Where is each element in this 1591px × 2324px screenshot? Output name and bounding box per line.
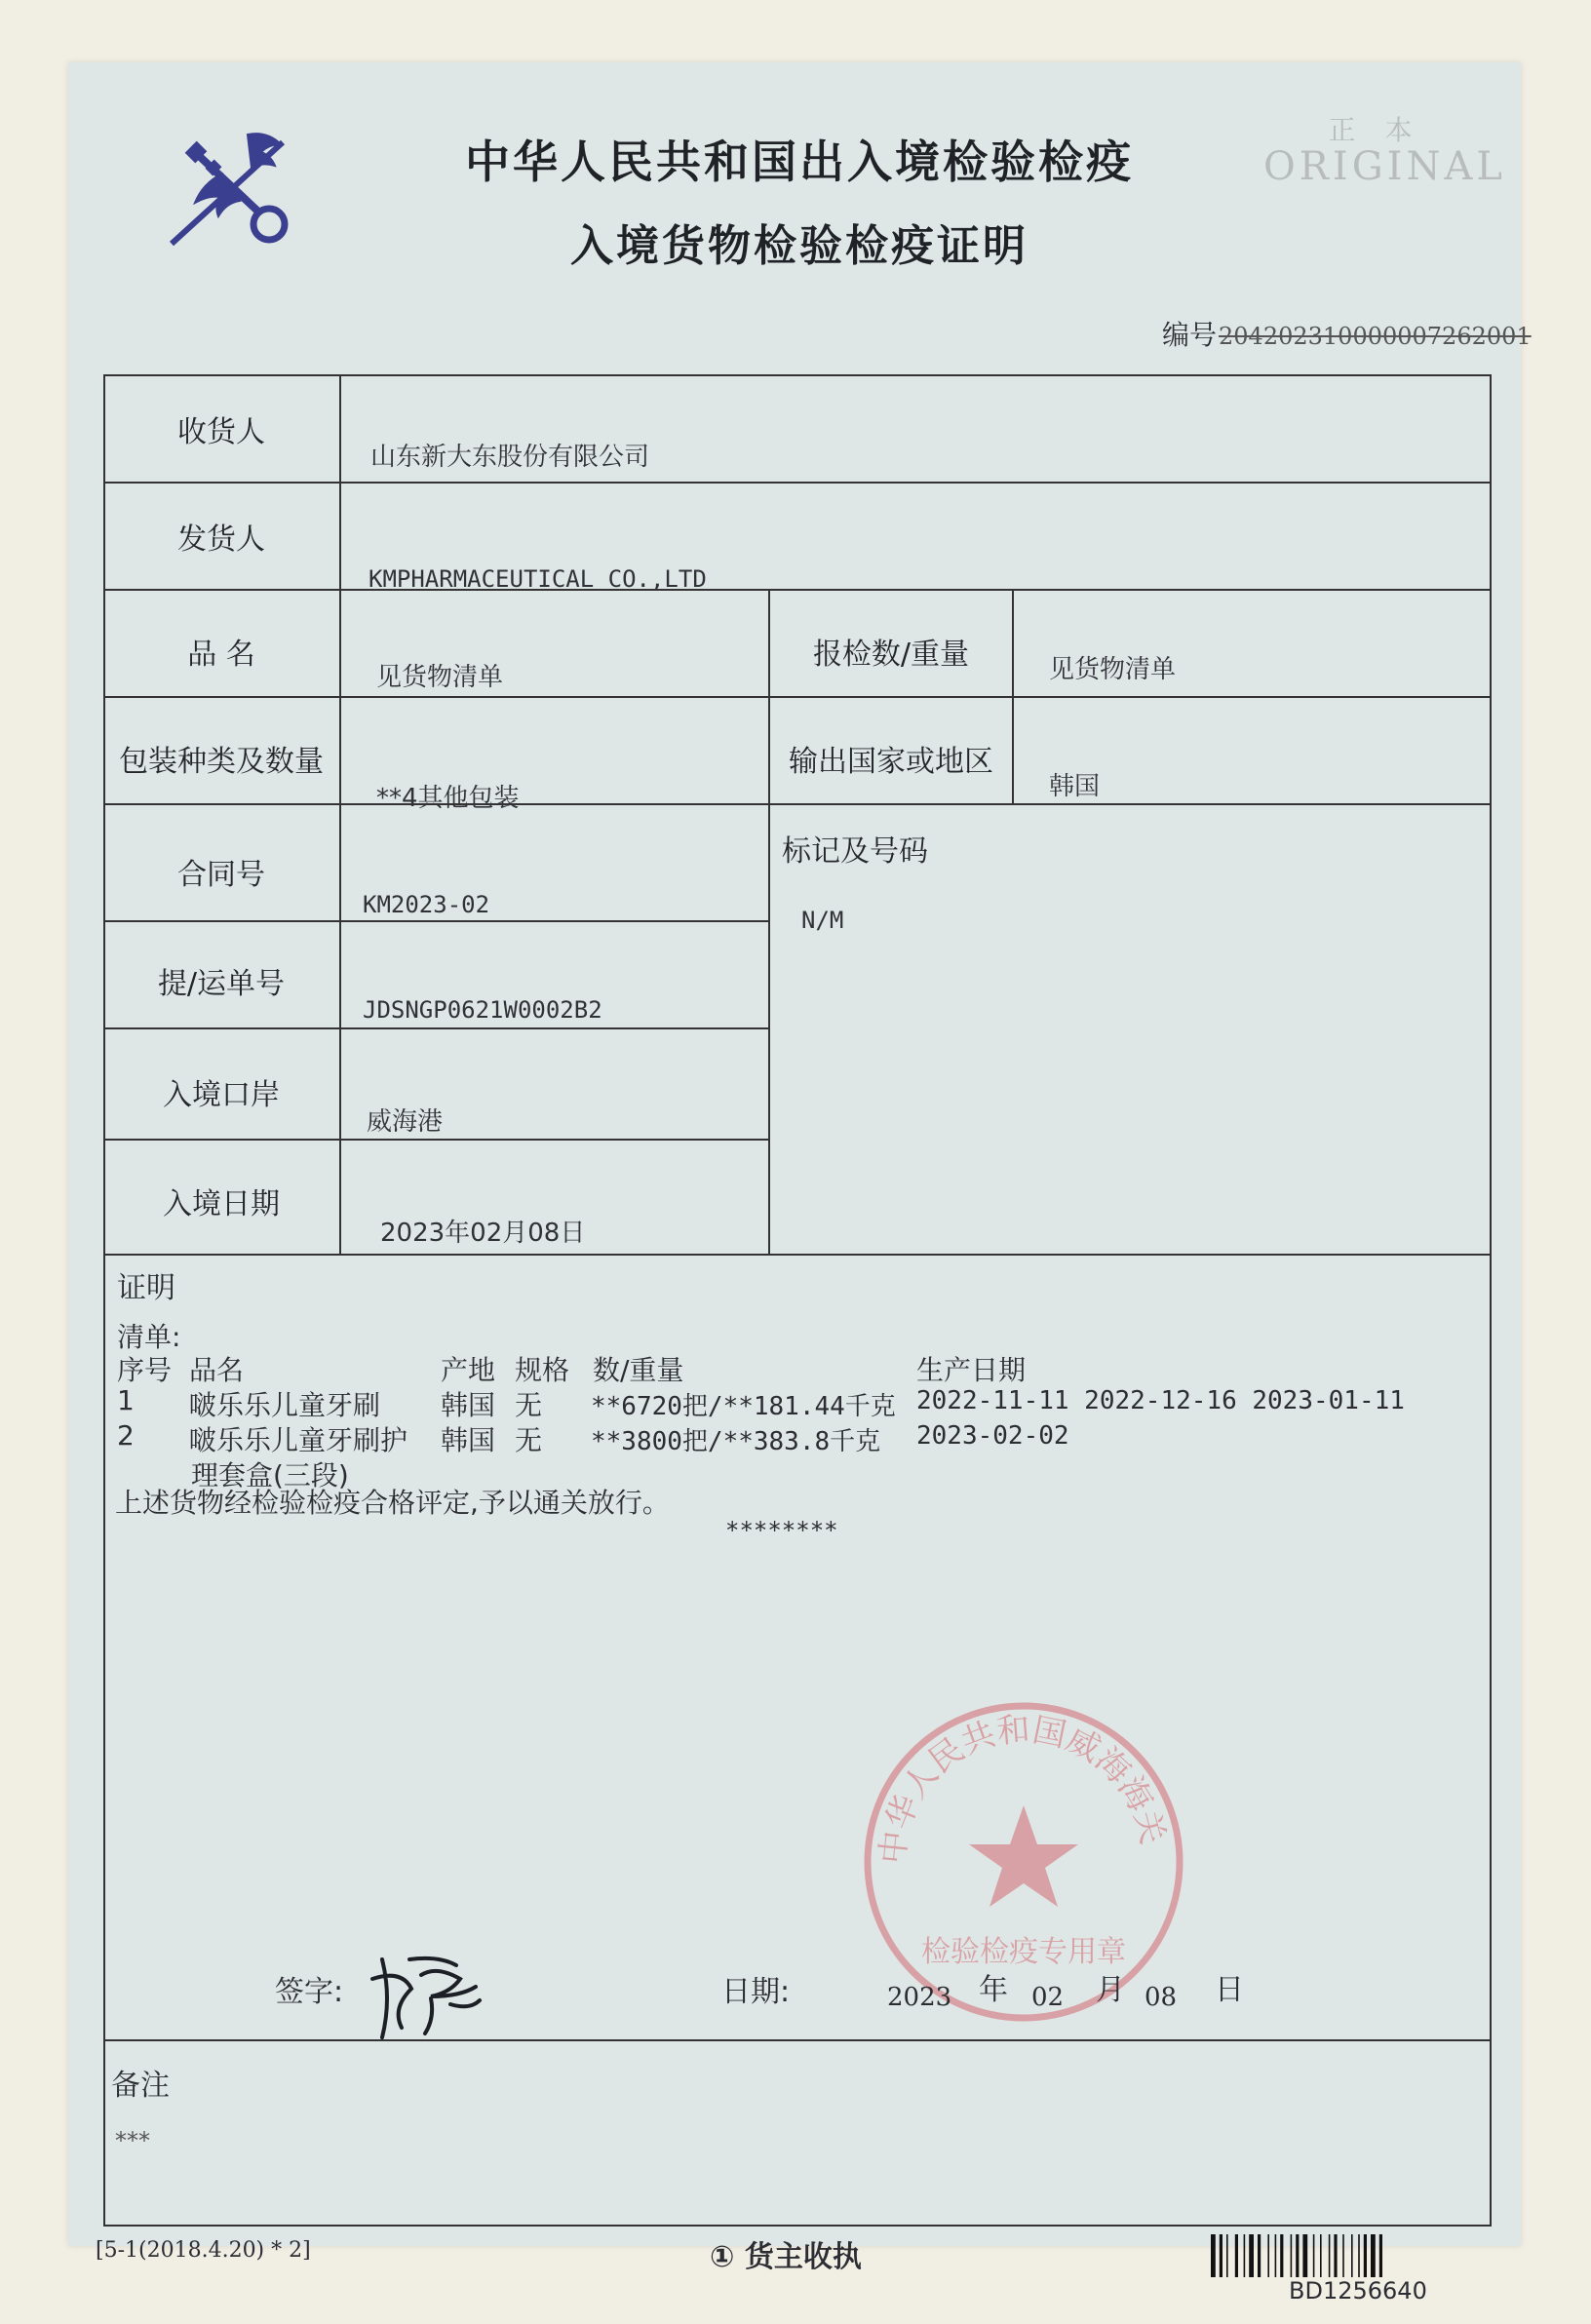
marks-value: N/M (801, 907, 844, 934)
col-name: 品名 (189, 1354, 245, 1386)
barcode-bar (1249, 2234, 1254, 2277)
barcode-bar (1267, 2234, 1269, 2277)
serial-value: 204202310000007262001 (1219, 323, 1532, 350)
table-divider (103, 1027, 770, 1029)
goods-name-label: 品 名 (187, 638, 255, 672)
table-divider (103, 589, 1492, 591)
table-divider (103, 696, 1492, 698)
list-title: 清单: (117, 1321, 181, 1353)
entry-date-value: 2023年02月08日 (380, 1219, 586, 1248)
col-origin: 产地 (441, 1354, 496, 1386)
packing-label: 包装种类及数量 (119, 745, 324, 779)
consignor-label: 发货人 (177, 523, 265, 557)
remarks-label: 备注 (111, 2069, 170, 2103)
original-watermark (1263, 109, 1506, 189)
item-no: 1 (117, 1384, 135, 1416)
end-stars: ******** (725, 1517, 838, 1544)
entry-port-label: 入境口岸 (163, 1078, 280, 1112)
item-name-continued: 理套盒(三段) (191, 1459, 349, 1491)
consignee-label: 收货人 (177, 415, 265, 449)
sign-month-unit: 月 (1096, 1973, 1125, 2007)
form-code: [5-1(2018.4.20) * 2] (96, 2238, 311, 2263)
certificate-paper (68, 62, 1521, 2246)
document-title: 入境货物检验检疫证明 (570, 221, 1028, 271)
item-origin: 韩国 (441, 1389, 496, 1421)
item-name: 啵乐乐儿童牙刷护 (189, 1424, 408, 1456)
item-spec: 无 (515, 1389, 543, 1421)
seal-inner-text: 检验检疫专用章 (921, 1935, 1126, 1969)
table-divider (339, 374, 341, 1256)
customs-emblem-icon (154, 115, 310, 271)
remarks-value: *** (115, 2127, 150, 2154)
official-seal (858, 1696, 1189, 2028)
sign-month: 02 (1031, 1983, 1065, 2012)
barcode-bar (1244, 2234, 1246, 2277)
seal-outer-text: 中华人民共和国威海海关 (873, 1710, 1173, 1866)
item-dates: 2023-02-02 (916, 1421, 1069, 1451)
barcode-bar (1334, 2234, 1337, 2277)
barcode-bar (1364, 2234, 1367, 2277)
barcode-bar (1329, 2234, 1331, 2277)
barcode-bar (1220, 2234, 1222, 2277)
barcode-bar (1275, 2234, 1277, 2277)
bill-no-value: JDSNGP0621W0002B2 (363, 996, 602, 1024)
barcode-bar (1371, 2234, 1376, 2277)
sign-year-unit: 年 (979, 1973, 1008, 2007)
consignor-value: KMPHARMACEUTICAL CO.,LTD (369, 565, 707, 593)
entry-port-value: 威海港 (367, 1107, 444, 1137)
handwritten-signature (363, 1930, 509, 2047)
col-dates: 生产日期 (916, 1354, 1027, 1386)
barcode (1209, 2234, 1501, 2277)
barcode-bar (1258, 2234, 1261, 2277)
sign-day-unit: 日 (1215, 1973, 1244, 2007)
table-divider (103, 803, 1492, 805)
quantity-label: 报检数/重量 (812, 638, 970, 672)
col-no: 序号 (117, 1354, 173, 1386)
item-no: 2 (117, 1419, 135, 1452)
barcode-bar (1358, 2234, 1360, 2277)
barcode-bar (1379, 2234, 1382, 2277)
col-qty: 数/重量 (593, 1354, 684, 1386)
authority-title: 中华人民共和国出入境检验检疫 (465, 136, 1134, 188)
contract-value: KM2023-02 (363, 891, 490, 918)
seal-star-icon (969, 1805, 1078, 1907)
barcode-number: BD1256640 (1289, 2277, 1427, 2305)
col-spec: 规格 (515, 1354, 570, 1386)
watermark-en: ORIGINAL (1263, 144, 1506, 189)
item-spec: 无 (515, 1424, 543, 1456)
barcode-bar (1235, 2234, 1238, 2277)
bill-no-label: 提/运单号 (157, 967, 286, 1001)
table-divider (103, 920, 770, 922)
table-border (1490, 374, 1492, 2227)
origin-country-label: 输出国家或地区 (789, 745, 993, 779)
table-divider (1012, 589, 1014, 803)
marks-label: 标记及号码 (782, 834, 928, 869)
barcode-bar (1296, 2234, 1299, 2277)
watermark-cn: 正本 (1328, 114, 1442, 146)
contract-label: 合同号 (177, 858, 265, 892)
date-label: 日期: (721, 1975, 791, 2009)
table-divider (103, 2039, 1492, 2041)
item-origin: 韩国 (441, 1424, 496, 1456)
barcode-bar (1291, 2234, 1293, 2277)
serial-label: 编号 (1162, 319, 1218, 351)
table-divider (103, 1139, 770, 1141)
certificate-heading: 证明 (117, 1271, 175, 1305)
table-border (103, 374, 1492, 376)
table-border (103, 2225, 1492, 2227)
item-name: 啵乐乐儿童牙刷 (189, 1389, 381, 1421)
origin-country-value: 韩国 (1049, 772, 1101, 801)
table-divider (103, 482, 1492, 484)
barcode-bar (1226, 2234, 1228, 2277)
table-divider (103, 1254, 1492, 1256)
barcode-bar (1302, 2234, 1307, 2277)
serial-number (1162, 314, 1532, 353)
item-qty: **3800把/**383.8千克 (591, 1427, 881, 1456)
sign-day: 08 (1145, 1983, 1178, 2012)
certificate-conclusion: 上述货物经检验检疫合格评定,予以通关放行。 (115, 1487, 670, 1519)
sign-year: 2023 (887, 1983, 952, 2012)
barcode-bar (1351, 2234, 1353, 2277)
table-divider (768, 589, 770, 1256)
barcode-bar (1342, 2234, 1344, 2277)
item-dates: 2022-11-11 2022-12-16 2023-01-11 (916, 1386, 1405, 1415)
item-qty: **6720把/**181.44千克 (591, 1392, 896, 1421)
consignee-value: 山东新大东股份有限公司 (370, 443, 650, 472)
barcode-bar (1211, 2234, 1216, 2277)
barcode-bar (1280, 2234, 1283, 2277)
signature-label: 签字: (275, 1975, 344, 2009)
barcode-bar (1320, 2234, 1322, 2277)
packing-value: **4其他包装 (376, 784, 520, 813)
barcode-bar (1313, 2234, 1315, 2277)
copy-holder: ① 货主收执 (710, 2240, 862, 2274)
goods-name-value: 见货物清单 (376, 663, 504, 692)
entry-date-label: 入境日期 (163, 1187, 280, 1221)
quantity-value: 见货物清单 (1049, 655, 1177, 684)
